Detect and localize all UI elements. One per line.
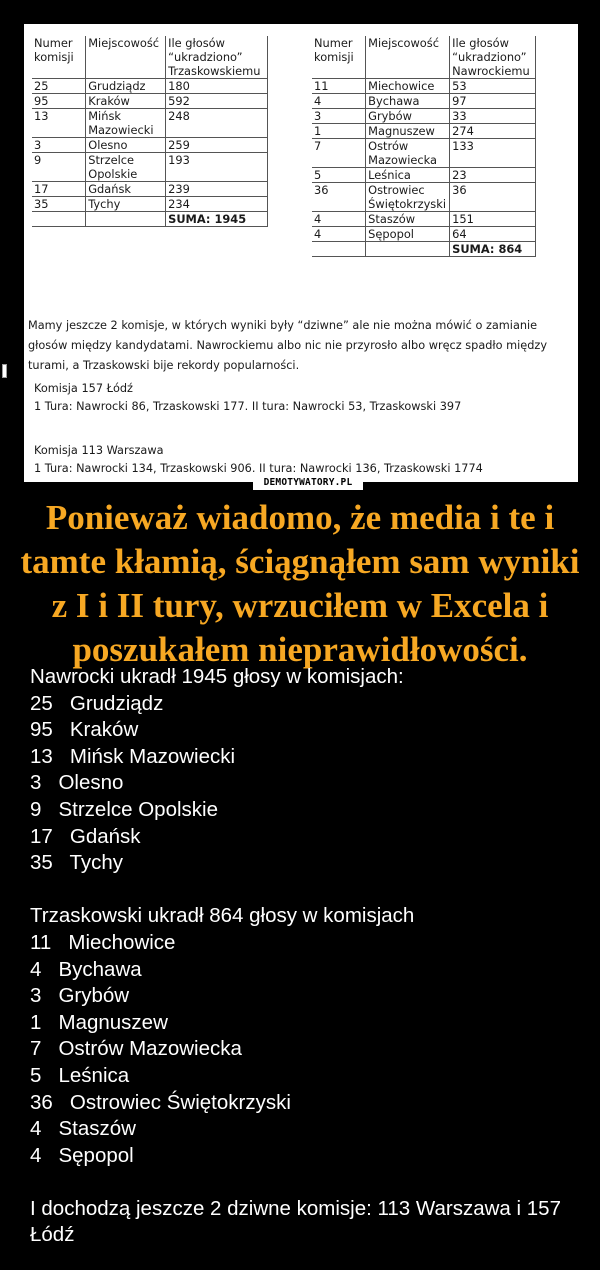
table-row (32, 138, 268, 153)
table-cell: Olesno (86, 138, 166, 153)
body-line: 4 Staszów (30, 1117, 136, 1141)
body-line: 5 Leśnica (30, 1063, 130, 1087)
table-header-cell: Numer komisji (312, 36, 366, 79)
table-row (312, 124, 536, 139)
table-row (312, 168, 536, 183)
body-line: 3 Olesno (30, 771, 124, 795)
headline: Ponieważ wiadomo, że media i te i tamte kłamią, ściągnąłem sam wyniki z I i II tury, wrzuciłem w Excela i poszukałem nieprawidłowości. (20, 498, 580, 669)
body-line: 3 Grybów (30, 984, 130, 1008)
table-row (312, 227, 536, 242)
body-line: 4 Sępopol (30, 1143, 134, 1167)
table-cell: 7 (312, 139, 366, 168)
table-cell (32, 212, 86, 227)
table-row (32, 182, 268, 197)
table-row (312, 183, 536, 212)
body-line: 1 Magnuszew (30, 1010, 168, 1034)
table-row (312, 109, 536, 124)
body-line: 9 Strzelce Opolskie (30, 797, 218, 821)
table-row (312, 94, 536, 109)
table-cell: 133 (450, 139, 536, 168)
table-header-cell: Miejscowość (86, 36, 166, 79)
table-cell: 234 (166, 197, 268, 212)
komisja-lodz-title: Komisja 157 Łódź (34, 382, 133, 395)
table-header-row (32, 36, 268, 79)
table-cell: 193 (166, 153, 268, 182)
table-cell: Grudziądz (86, 79, 166, 94)
table-row (32, 197, 268, 212)
table-row (312, 242, 536, 257)
body-line: 25 Grudziądz (30, 691, 164, 715)
table-cell: 95 (32, 94, 86, 109)
table-cell: Kraków (86, 94, 166, 109)
table-cell: 248 (166, 109, 268, 138)
table-cell: Ostrów Mazowiecka (366, 139, 450, 168)
body-line: Nawrocki ukradł 1945 głosy w komisjach: (30, 665, 404, 688)
table-cell: Magnuszew (366, 124, 450, 139)
table-cell: Tychy (86, 197, 166, 212)
table-header-row (312, 36, 536, 79)
table-cell: Leśnica (366, 168, 450, 183)
komisja-warszawa-title: Komisja 113 Warszawa (34, 444, 164, 457)
table-cell: 23 (450, 168, 536, 183)
table-cell: 53 (450, 79, 536, 94)
table-cell: 274 (450, 124, 536, 139)
table-cell: 239 (166, 182, 268, 197)
table-row (32, 94, 268, 109)
left-votes-table (32, 36, 268, 227)
note-paragraph: Mamy jeszcze 2 komisje, w których wyniki były “dziwne” ale nie można mówić o zamianie głosów między kandydatami. Nawrockiemu albo nic nie przyrosło albo wręcz spadło między turami, a Trzaskowski bije rekordy popularności. (28, 319, 548, 372)
table-cell: Miechowice (366, 79, 450, 94)
table-cell: 64 (450, 227, 536, 242)
body-line: 35 Tychy (30, 851, 124, 875)
table-cell: 5 (312, 168, 366, 183)
komisja-warszawa (34, 442, 483, 478)
table-row (32, 153, 268, 182)
komisja-lodz (34, 380, 461, 416)
body-line: Trzaskowski ukradł 864 głosy w komisjach (30, 904, 415, 928)
body-line (30, 877, 575, 904)
table-cell: Gdańsk (86, 182, 166, 197)
body-line: 13 Mińsk Mazowiecki (30, 744, 236, 768)
text-cursor-icon (2, 364, 7, 378)
table-cell (366, 242, 450, 257)
table-cell: Strzelce Opolskie (86, 153, 166, 182)
table-cell: 180 (166, 79, 268, 94)
table-header-cell: Ile głosów “ukradziono” Trzaskowskiemu (166, 36, 268, 79)
table-cell (86, 212, 166, 227)
body-line: 17 Gdańsk (30, 824, 141, 848)
table-cell: Grybów (366, 109, 450, 124)
table-row (32, 79, 268, 94)
table-cell: 1 (312, 124, 366, 139)
screenshot-panel (24, 24, 578, 482)
table-cell: 4 (312, 227, 366, 242)
right-votes-table (312, 36, 536, 257)
table-cell: 4 (312, 212, 366, 227)
table-cell: 35 (32, 197, 86, 212)
table-header-cell: Numer komisji (32, 36, 86, 79)
table-cell: SUMA: 864 (450, 242, 536, 257)
table-cell: 17 (32, 182, 86, 197)
table-cell: 11 (312, 79, 366, 94)
table-header-cell: Miejscowość (366, 36, 450, 79)
table-cell: 36 (450, 183, 536, 212)
body-line: 11 Miechowice (30, 930, 176, 954)
table-cell: 97 (450, 94, 536, 109)
table-cell: Ostrowiec Świętokrzyski (366, 183, 450, 212)
table-cell: Staszów (366, 212, 450, 227)
table-cell: 9 (32, 153, 86, 182)
body-line: I dochodzą jeszcze 2 dziwne komisje: 113 Warszawa i 157 Łódź (30, 1196, 567, 1247)
table-row (312, 139, 536, 168)
watermark: DEMOTYWATORY.PL (253, 476, 363, 490)
komisja-warszawa-results: 1 Tura: Nawrocki 134, Trzaskowski 906. II tura: Nawrocki 136, Trzaskowski 1774 (34, 462, 483, 475)
table-header-cell: Ile głosów “ukradziono” Nawrockiemu (450, 36, 536, 79)
body-line: 7 Ostrów Mazowiecka (30, 1037, 242, 1061)
table-cell: 592 (166, 94, 268, 109)
table-row (32, 212, 268, 227)
table-cell: 3 (32, 138, 86, 153)
table-row (32, 109, 268, 138)
table-row (312, 212, 536, 227)
body-line (30, 1169, 575, 1196)
table-cell: Mińsk Mazowiecki (86, 109, 166, 138)
table-cell: Bychawa (366, 94, 450, 109)
body-text (30, 664, 575, 1249)
table-cell: 13 (32, 109, 86, 138)
table-cell: 259 (166, 138, 268, 153)
body-line: 4 Bychawa (30, 957, 142, 981)
table-cell: SUMA: 1945 (166, 212, 268, 227)
table-cell (312, 242, 366, 257)
table-cell: Sępopol (366, 227, 450, 242)
table-row (312, 79, 536, 94)
table-cell: 4 (312, 94, 366, 109)
body-line: 95 Kraków (30, 718, 139, 742)
table-cell: 36 (312, 183, 366, 212)
table-cell: 151 (450, 212, 536, 227)
body-line: 36 Ostrowiec Świętokrzyski (30, 1090, 291, 1114)
komisja-lodz-results: 1 Tura: Nawrocki 86, Trzaskowski 177. II tura: Nawrocki 53, Trzaskowski 397 (34, 400, 462, 413)
table-cell: 3 (312, 109, 366, 124)
table-cell: 25 (32, 79, 86, 94)
table-cell: 33 (450, 109, 536, 124)
